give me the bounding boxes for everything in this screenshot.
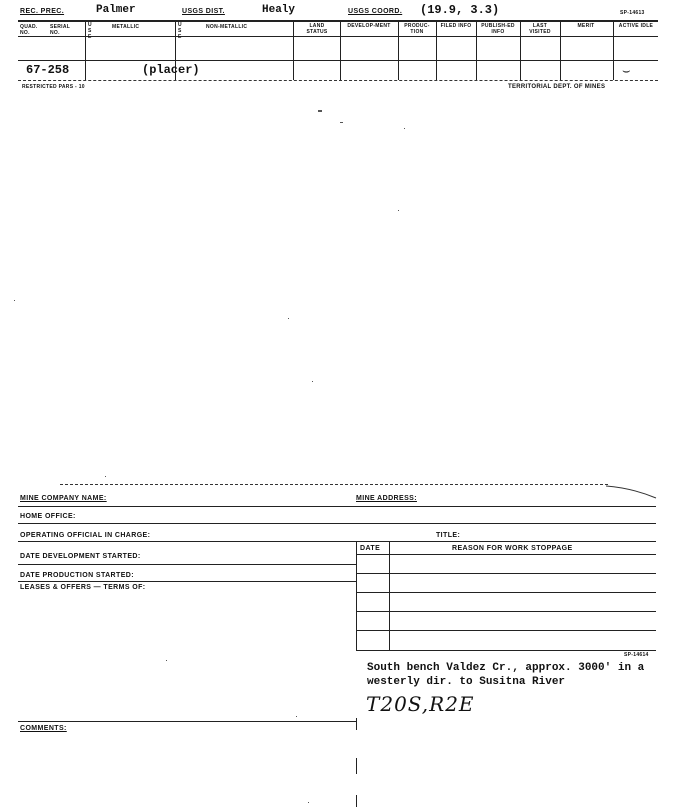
comments-label: COMMENTS: — [20, 725, 67, 732]
scan-speck — [404, 128, 405, 129]
usgs-coord-value: (19.9, 3.3) — [420, 3, 500, 17]
scan-speck — [14, 300, 15, 301]
production-header: PRODUC-TION — [404, 23, 430, 35]
footer-right-text: TERRITORIAL DEPT. OF MINES — [508, 84, 606, 90]
col-divider — [520, 20, 521, 80]
title-label: TITLE: — [436, 532, 461, 539]
record-row-rule — [18, 60, 658, 61]
location-note-line-2: westerly dir. to Susitna River — [367, 676, 566, 688]
back-top-dashes — [60, 484, 608, 485]
scan-speck — [105, 476, 106, 477]
stoppage-row-rule — [356, 573, 656, 574]
scan-speck — [318, 110, 322, 112]
stoppage-header-rule — [356, 554, 656, 555]
stoppage-row-rule — [356, 650, 656, 651]
mine-company-name-label: MINE COMPANY NAME: — [20, 495, 107, 502]
scan-speck — [340, 122, 343, 123]
handwritten-township-range: T20S,R2E — [366, 692, 475, 716]
row-rule — [18, 506, 656, 507]
mine-address-label: MINE ADDRESS: — [356, 495, 417, 502]
scan-speck — [166, 660, 167, 661]
footer-left-text: RESTRICTED PARS - 10 — [22, 84, 85, 90]
metallic-value: (placer) — [142, 63, 200, 77]
col-divider — [340, 20, 341, 80]
card-bottom-dashes — [18, 80, 658, 81]
date-development-started-label: DATE DEVELOPMENT STARTED: — [20, 553, 141, 560]
col-divider — [398, 20, 399, 80]
scan-speck — [312, 381, 313, 382]
col-divider — [476, 20, 477, 80]
scan-speck — [296, 716, 297, 717]
rec-prec-label: REC. PREC. — [20, 8, 65, 15]
col-divider — [436, 20, 437, 80]
operating-official-label: OPERATING OFFICIAL IN CHARGE: — [20, 532, 151, 539]
quad-no-header: QUAD. NO. — [20, 24, 38, 36]
row-rule — [18, 564, 356, 565]
use-nonmetallic-header: U S E — [178, 22, 182, 40]
usgs-dist-value: Healy — [262, 4, 296, 16]
scan-speck — [288, 318, 289, 319]
row-rule — [18, 523, 656, 524]
stoppage-outer-left — [356, 541, 357, 651]
form-number-2: SP-14614 — [624, 652, 649, 658]
header-subrule — [18, 36, 658, 37]
date-production-started-label: DATE PRODUCTION STARTED: — [20, 572, 134, 579]
leases-offers-label: LEASES & OFFERS — TERMS OF: — [20, 584, 146, 591]
lower-divider — [356, 795, 357, 807]
rec-prec-value: Palmer — [96, 4, 136, 16]
stoppage-row-rule — [356, 611, 656, 612]
home-office-label: HOME OFFICE: — [20, 513, 76, 520]
scan-speck — [308, 802, 309, 803]
active-idle-header: ACTIVE IDLE — [618, 23, 654, 29]
row-rule — [18, 581, 356, 582]
stoppage-date-divider — [389, 541, 390, 651]
scan-speck — [398, 210, 399, 211]
reason-header: REASON FOR WORK STOPPAGE — [452, 545, 573, 552]
header-rule — [18, 20, 658, 22]
col-divider — [560, 20, 561, 80]
location-note-line-1: South bench Valdez Cr., approx. 3000' in a — [367, 662, 645, 674]
curled-edge-line — [606, 484, 658, 500]
serial-no-header: SERIAL NO. — [50, 24, 71, 36]
lower-divider — [356, 758, 357, 774]
usgs-coord-label: USGS COORD. — [348, 8, 403, 15]
merit-header: MERIT — [577, 23, 595, 29]
metallic-header: METALLIC — [112, 24, 140, 30]
use-metallic-header: U S E — [88, 22, 92, 40]
usgs-dist-label: USGS DIST. — [182, 8, 225, 15]
published-info-header: PUBLISH-ED INFO — [481, 23, 515, 35]
non-metallic-header: NON-METALLIC — [206, 24, 248, 30]
stoppage-row-rule — [356, 592, 656, 593]
row-rule — [18, 541, 656, 542]
filed-info-header: FILED INFO — [440, 23, 472, 29]
col-divider — [85, 20, 86, 80]
development-header: DEVELOP-MENT — [347, 23, 391, 29]
last-visited-header: LAST VISITED — [529, 23, 551, 35]
form-number: SP-14613 — [620, 10, 645, 16]
col-divider — [293, 20, 294, 80]
active-idle-mark: ⌣ — [622, 64, 631, 79]
land-status-header: LAND STATUS — [306, 23, 328, 35]
stoppage-row-rule — [356, 630, 656, 631]
col-divider — [613, 20, 614, 80]
date-header: DATE — [360, 545, 381, 552]
quad-serial-value: 67-258 — [26, 63, 70, 77]
comments-rule — [18, 721, 356, 722]
lower-divider — [356, 718, 357, 730]
